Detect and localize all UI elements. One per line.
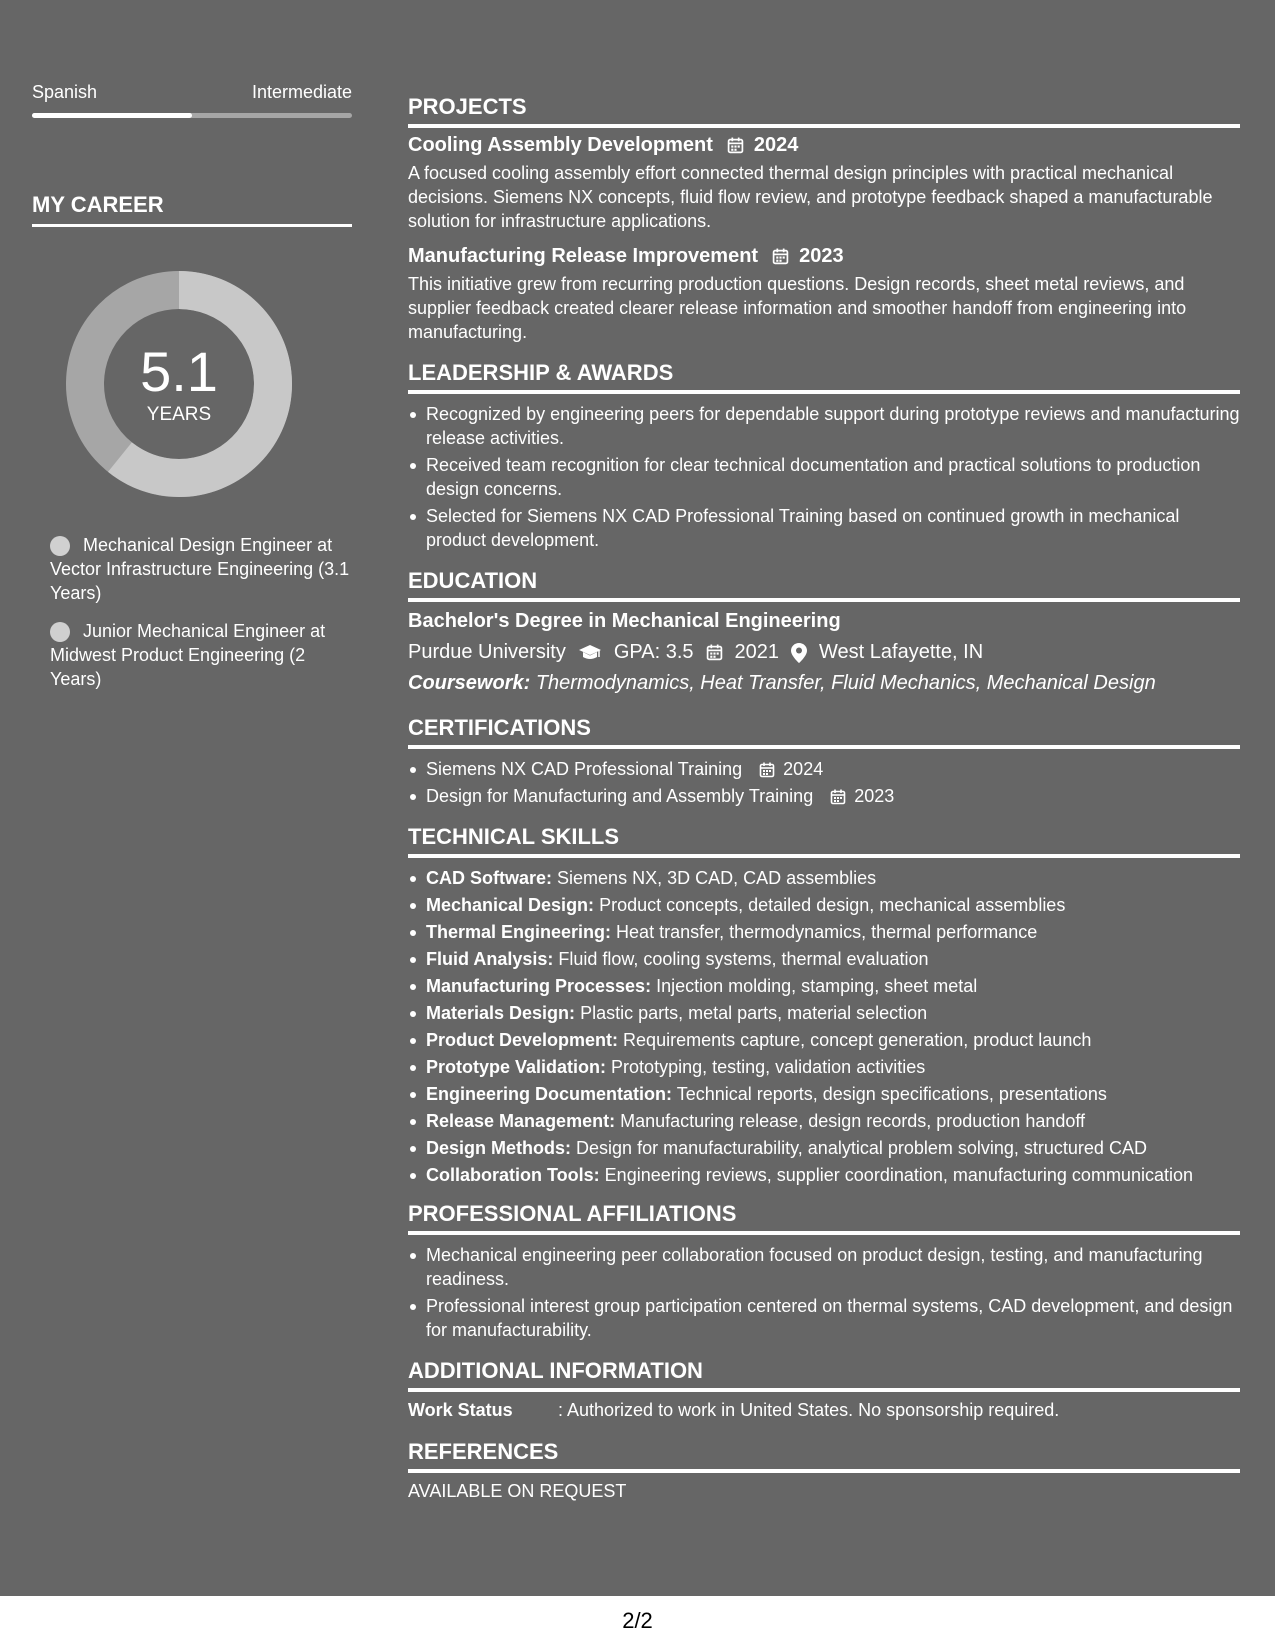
skill-value: Fluid flow, cooling systems, thermal evaluation — [558, 949, 929, 969]
calendar-icon — [772, 248, 789, 265]
skill-item — [426, 974, 1240, 998]
language-name: Spanish — [32, 82, 98, 102]
leadership-section — [408, 360, 1240, 552]
list-item: Mechanical engineering peer collaboration focused on product design, testing, and manufacturing readiness. — [426, 1243, 1240, 1291]
project-description: A focused cooling assembly effort connected thermal design principles with practical mechanical decisions. Siemens NX concepts, fluid flow review, and prototype feedback shaped a manufacturable solution for infrastructure applications. — [408, 163, 1213, 231]
project-name: Cooling Assembly Development — [408, 134, 713, 156]
career-item: Mechanical Design Engineer at Vector Infrastructure Engineering (3.1 Years) — [50, 535, 350, 603]
work-status-label: Work Status — [408, 1400, 513, 1420]
school-location: West Lafayette, IN — [819, 641, 984, 663]
school-name: Purdue University — [408, 641, 566, 663]
career-title: MY CAREER — [32, 192, 352, 227]
skill-item — [426, 1136, 1240, 1160]
leadership-list — [408, 402, 1240, 552]
skill-value: Plastic parts, metal parts, material selection — [580, 1003, 928, 1023]
list-item: Received team recognition for clear technical documentation and practical solutions to production design concerns. — [426, 453, 1240, 501]
list-item: Selected for Siemens NX CAD Professional Training based on continued growth in mechanical product development. — [426, 504, 1240, 552]
references-text: AVAILABLE ON REQUEST — [408, 1481, 627, 1501]
affiliations-section — [408, 1201, 1240, 1342]
work-status-value: : Authorized to work in United States. No sponsorship required. — [558, 1400, 1060, 1420]
skill-item — [426, 920, 1240, 944]
skill-value: Technical reports, design specifications, presentations — [676, 1084, 1107, 1104]
skill-item — [426, 893, 1240, 917]
skill-label: Collaboration Tools: — [426, 1165, 600, 1185]
skill-value: Product concepts, detailed design, mechanical assemblies — [599, 895, 1066, 915]
skill-value: Heat transfer, thermodynamics, thermal performance — [616, 922, 1038, 942]
skill-item — [426, 947, 1240, 971]
list-item: Professional interest group participation centered on thermal systems, CAD development, and design for manufacturability. — [426, 1294, 1240, 1342]
career-dot-icon — [50, 622, 70, 642]
skill-label: Design Methods: — [426, 1138, 572, 1158]
skill-label: Manufacturing Processes: — [426, 976, 652, 996]
list-item: Design for Manufacturing and Assembly Training 2023 — [426, 784, 1240, 808]
career-list — [32, 533, 352, 691]
skills-title: TECHNICAL SKILLS — [408, 824, 1240, 858]
list-item: Recognized by engineering peers for dependable support during prototype reviews and manufacturing release activities. — [426, 404, 1240, 448]
skill-label: Materials Design: — [426, 1003, 576, 1023]
coursework — [408, 672, 1240, 695]
affiliations-title: PROFESSIONAL AFFILIATIONS — [408, 1201, 1240, 1235]
education-section — [408, 568, 1240, 695]
coursework-list: Thermodynamics, Heat Transfer, Fluid Mechanics, Mechanical Design — [535, 672, 1156, 694]
certifications-list — [408, 757, 1240, 808]
leadership-title: LEADERSHIP & AWARDS — [408, 360, 1240, 394]
skill-item — [426, 1109, 1240, 1133]
skill-item — [426, 1055, 1240, 1079]
sidebar — [32, 82, 352, 705]
skill-label: Release Management: — [426, 1111, 616, 1131]
graduation-cap-icon — [578, 644, 602, 662]
experience-years-unit: YEARS — [146, 404, 212, 425]
references-section — [408, 1439, 1240, 1502]
projects-section — [408, 94, 1240, 344]
skill-label: CAD Software: — [426, 868, 553, 888]
skill-label: Product Development: — [426, 1030, 619, 1050]
calendar-icon — [727, 137, 744, 154]
project-year: 2024 — [753, 134, 799, 156]
skill-label: Prototype Validation: — [426, 1057, 607, 1077]
graduation-year: 2021 — [734, 641, 780, 663]
education-details — [408, 641, 1240, 664]
work-status-row — [408, 1400, 1240, 1421]
degree-name: Bachelor's Degree in Mechanical Engineering — [408, 610, 841, 632]
education-title: EDUCATION — [408, 568, 1240, 602]
skill-item — [426, 1082, 1240, 1106]
project-description: This initiative grew from recurring production questions. Design records, sheet metal reviews, and supplier feedback created clearer release information and smoother handoff from engineering into manufacturing. — [408, 274, 1187, 342]
project-year: 2023 — [799, 245, 844, 267]
skill-value: Injection molding, stamping, sheet metal — [656, 976, 978, 996]
location-pin-icon — [791, 643, 807, 663]
affiliations-list — [408, 1243, 1240, 1342]
language-row — [32, 82, 352, 103]
language-proficiency-fill — [32, 113, 192, 118]
experience-donut — [66, 271, 292, 497]
calendar-icon — [759, 762, 775, 778]
skill-item — [426, 1028, 1240, 1052]
main-content — [408, 94, 1240, 1502]
project-heading — [408, 245, 1240, 268]
projects-title: PROJECTS — [408, 94, 1240, 128]
additional-section — [408, 1358, 1240, 1421]
skill-label: Mechanical Design: — [426, 895, 595, 915]
skill-label: Fluid Analysis: — [426, 949, 554, 969]
certifications-title: CERTIFICATIONS — [408, 715, 1240, 749]
certifications-section — [408, 715, 1240, 808]
calendar-icon — [830, 789, 846, 805]
additional-title: ADDITIONAL INFORMATION — [408, 1358, 1240, 1392]
skill-value: Manufacturing release, design records, production handoff — [620, 1111, 1086, 1131]
career-item: Junior Mechanical Engineer at Midwest Product Engineering (2 Years) — [50, 621, 326, 689]
language-level: Intermediate — [251, 82, 352, 102]
skill-item — [426, 866, 1240, 890]
skill-value: Engineering reviews, supplier coordination, manufacturing communication — [604, 1165, 1193, 1185]
list-item: Siemens NX CAD Professional Training 2024 — [426, 757, 1240, 781]
skill-value: Requirements capture, concept generation, product launch — [623, 1030, 1092, 1050]
project-heading — [408, 134, 1240, 157]
skill-label: Thermal Engineering: — [426, 922, 612, 942]
skill-value: Prototyping, testing, validation activities — [611, 1057, 926, 1077]
project-name: Manufacturing Release Improvement — [408, 245, 759, 267]
coursework-label: Coursework: — [408, 672, 531, 694]
calendar-icon — [706, 644, 723, 661]
skills-list — [408, 866, 1240, 1187]
career-dot-icon — [50, 536, 70, 556]
skill-value: Design for manufacturability, analytical problem solving, structured CAD — [576, 1138, 1147, 1158]
skill-item — [426, 1001, 1240, 1025]
skill-item — [426, 1163, 1240, 1187]
references-title: REFERENCES — [408, 1439, 1240, 1473]
skill-label: Engineering Documentation: — [426, 1084, 673, 1104]
language-proficiency-bar — [32, 113, 352, 118]
skill-value: Siemens NX, 3D CAD, CAD assemblies — [557, 868, 877, 888]
gpa: GPA: 3.5 — [613, 641, 694, 663]
page-number: 2/2 — [622, 1608, 653, 1633]
skills-section — [408, 824, 1240, 1187]
experience-years-value: 5.1 — [140, 340, 218, 403]
